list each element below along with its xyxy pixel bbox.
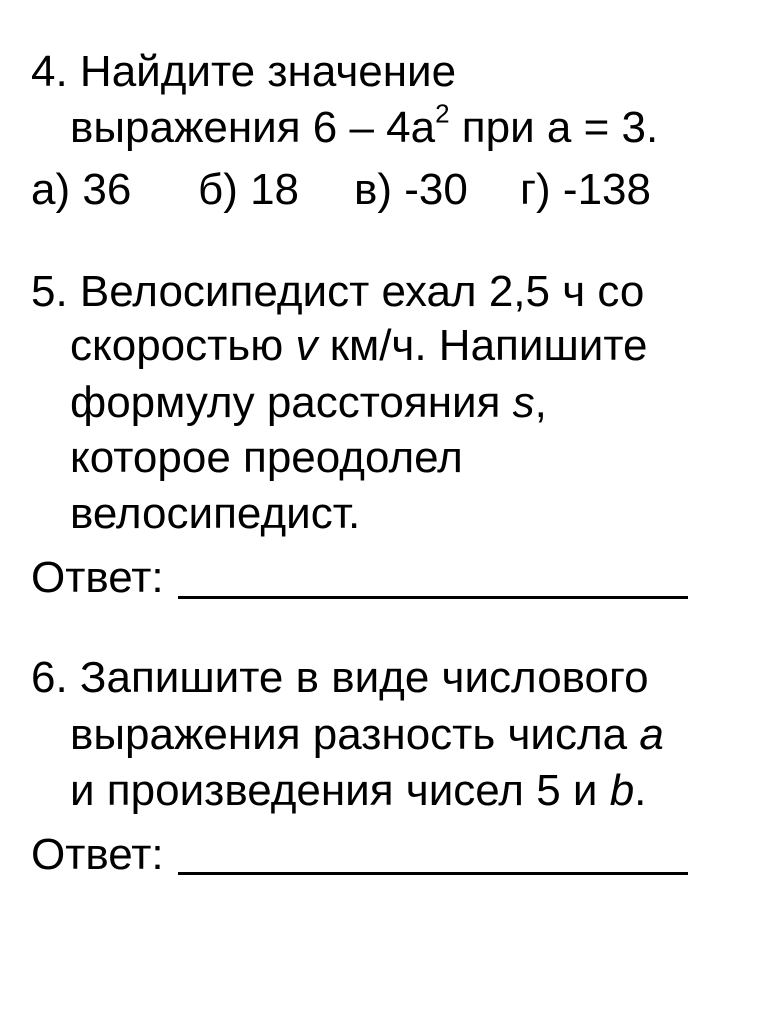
q6-text-2a: выражения разность числа bbox=[70, 710, 640, 759]
q6-text-3b: . bbox=[634, 766, 647, 815]
q5-answer-label bbox=[31, 550, 164, 606]
q4-condition: при а = 3. bbox=[449, 103, 659, 152]
q6-text-3a: и произведения чисел 5 и bbox=[70, 766, 610, 815]
q6-line-3 bbox=[70, 763, 646, 819]
q6-line-1 bbox=[31, 650, 649, 706]
q4-option-a[interactable]: а) 36 bbox=[31, 165, 132, 214]
q6-line-2 bbox=[70, 707, 664, 763]
q5-text-2a: скоростью bbox=[70, 321, 296, 370]
q6-answer-text: Ответ: bbox=[31, 830, 164, 879]
q5-line-4 bbox=[70, 430, 463, 486]
q6-var-b: b bbox=[609, 766, 635, 815]
q4-exponent: 2 bbox=[435, 98, 450, 129]
q5-text-2b: км/ч. Напишите bbox=[317, 321, 648, 370]
q4-option-d[interactable]: г) -138 bbox=[520, 165, 651, 214]
q5-line-1 bbox=[31, 264, 644, 320]
q4-expression: выражения 6 – 4a bbox=[70, 103, 436, 152]
q5-text-5: велосипедист. bbox=[70, 489, 361, 538]
q5-line-3 bbox=[70, 375, 547, 431]
q5-var-s: s bbox=[512, 378, 535, 427]
q5-text-1: 5. Велосипедист ехал 2,5 ч со bbox=[31, 267, 645, 316]
q5-line-5 bbox=[70, 486, 360, 542]
q5-answer-text: Ответ: bbox=[31, 553, 164, 602]
q6-answer-field[interactable] bbox=[178, 872, 688, 875]
q4-text-1: 4. Найдите значение bbox=[31, 47, 457, 96]
q4-option-b[interactable]: б) 18 bbox=[198, 165, 300, 214]
q6-text-1: 6. Запишите в виде числового bbox=[31, 653, 649, 702]
q4-line-1 bbox=[31, 44, 456, 100]
q4-option-c[interactable]: в) -30 bbox=[354, 165, 468, 214]
q6-answer-label bbox=[31, 827, 164, 883]
q5-var-v: v bbox=[295, 321, 318, 370]
q6-var-a: a bbox=[639, 710, 664, 759]
q5-text-3b: , bbox=[534, 378, 547, 427]
q5-answer-field[interactable] bbox=[178, 596, 688, 599]
q5-line-2 bbox=[70, 318, 647, 374]
q4-line-2 bbox=[70, 100, 658, 156]
q5-text-4: которое преодолел bbox=[70, 433, 463, 482]
q5-text-3a: формулу расстояния bbox=[70, 378, 513, 427]
